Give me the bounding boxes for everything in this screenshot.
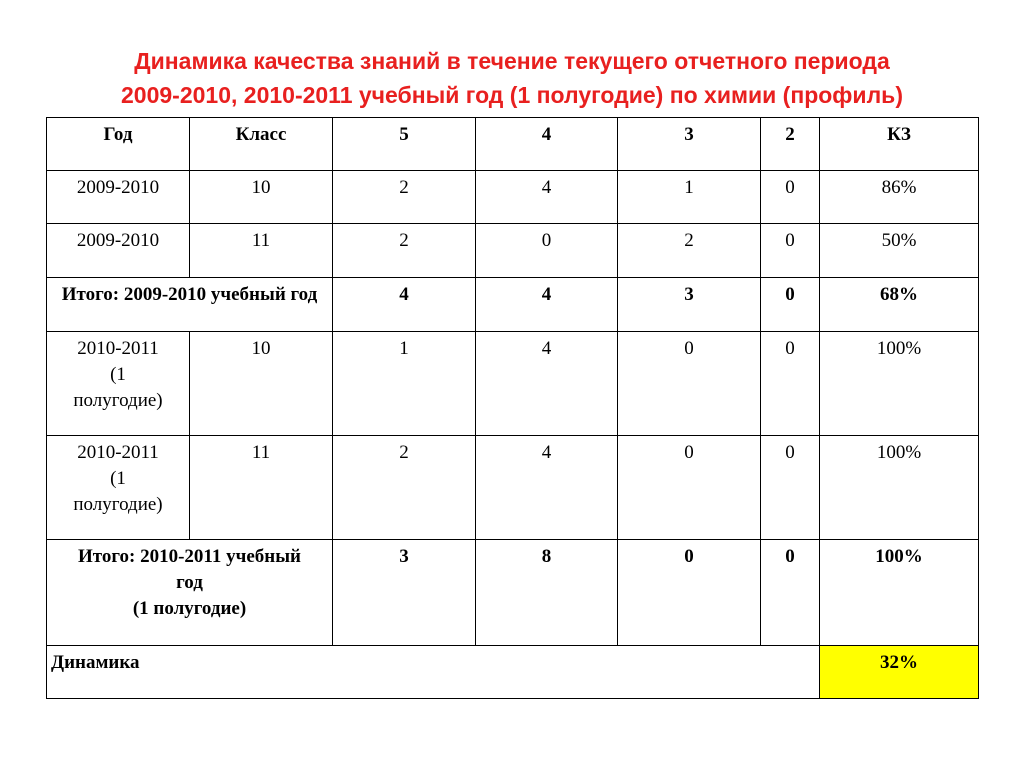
total-label-line: (1 полугодие) [132,598,247,619]
cell-4: 0 [476,224,618,278]
year-line: 2010-2011 [77,442,159,463]
cell-3: 0 [618,332,761,436]
cell-kz: 100% [820,332,979,436]
cell-2: 0 [761,171,820,224]
cell-class: 11 [190,436,333,540]
total-kz: 68% [820,278,979,332]
total-2: 0 [761,540,820,646]
cell-class: 11 [190,224,333,278]
cell-year: 2009-2010 [47,224,190,278]
cell-3: 0 [618,436,761,540]
page-title [0,44,1024,112]
cell-5: 1 [333,332,476,436]
header-class: Класс [190,118,333,171]
total-3: 3 [618,278,761,332]
cell-5: 2 [333,171,476,224]
dynamics-row [47,646,979,699]
table-row [47,436,979,540]
cell-3: 2 [618,224,761,278]
quality-table [46,117,979,699]
dynamics-label: Динамика [47,646,820,699]
total-row-2009-2010 [47,278,979,332]
total-row-2010-2011 [47,540,979,646]
header-kz: КЗ [820,118,979,171]
year-line: (1 [110,468,126,489]
header-year: Год [47,118,190,171]
cell-kz: 86% [820,171,979,224]
cell-4: 4 [476,332,618,436]
total-5: 3 [333,540,476,646]
cell-year [47,332,190,436]
cell-kz: 50% [820,224,979,278]
header-5: 5 [333,118,476,171]
dynamics-kz: 32% [820,646,979,699]
cell-year [47,436,190,540]
cell-3: 1 [618,171,761,224]
total-kz: 100% [820,540,979,646]
header-2: 2 [761,118,820,171]
header-4: 4 [476,118,618,171]
header-3: 3 [618,118,761,171]
year-line: полугодие) [73,494,163,515]
cell-2: 0 [761,332,820,436]
cell-2: 0 [761,436,820,540]
year-line: (1 [110,364,126,385]
total-label-line: год [176,572,203,593]
table-row [47,171,979,224]
year-line: 2010-2011 [77,338,159,359]
cell-5: 2 [333,224,476,278]
table-row [47,224,979,278]
total-4: 4 [476,278,618,332]
total-label-line: Итого: 2010-2011 учебный [78,546,301,567]
cell-kz: 100% [820,436,979,540]
cell-2: 0 [761,224,820,278]
total-label [47,540,333,646]
total-4: 8 [476,540,618,646]
total-2: 0 [761,278,820,332]
cell-class: 10 [190,332,333,436]
table-row [47,332,979,436]
cell-5: 2 [333,436,476,540]
cell-class: 10 [190,171,333,224]
title-line-2: 2009-2010, 2010-2011 учебный год (1 полугодие) по химии (профиль) [121,82,903,108]
cell-4: 4 [476,171,618,224]
title-line-1: Динамика качества знаний в течение текущего отчетного периода [134,48,890,74]
year-line: полугодие) [73,390,163,411]
cell-year: 2009-2010 [47,171,190,224]
total-label: Итого: 2009-2010 учебный год [47,278,333,332]
header-row [47,118,979,171]
cell-4: 4 [476,436,618,540]
total-5: 4 [333,278,476,332]
total-3: 0 [618,540,761,646]
